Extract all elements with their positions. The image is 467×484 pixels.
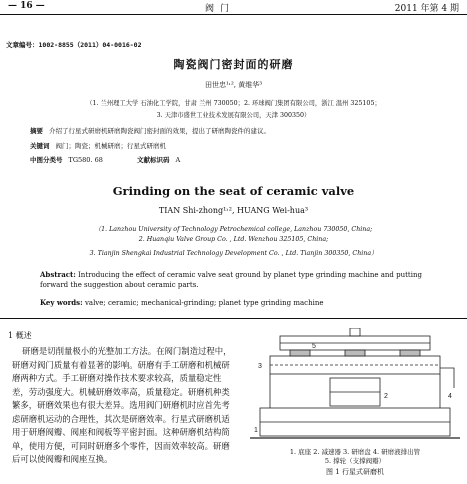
section-rule bbox=[0, 318, 467, 319]
english-authors: TIAN Shi-zhong¹˒², HUANG Wei-hua³ bbox=[158, 206, 309, 215]
classification bbox=[30, 155, 180, 164]
figure-caption: 图 1 行星式研磨机 bbox=[326, 468, 384, 476]
english-keywords bbox=[40, 298, 440, 307]
keywords-text: 阀门；陶瓷；机械研磨；行星式研磨机 bbox=[55, 142, 166, 150]
chinese-authors: 田世忠¹˒², 黄维华³ bbox=[204, 81, 263, 89]
english-affiliation-line: 3. Tianjin Shengkai Industrial Technology Development Co. , Ltd. Tianjin 300350, China） bbox=[89, 250, 378, 257]
svg-text:4: 4 bbox=[448, 393, 452, 400]
abstract-text: 介绍了行星式研磨机研磨陶瓷阀门密封面的效果，提出了研磨陶瓷件的建议。 bbox=[49, 127, 270, 135]
legend-line: 1. 底座 2. 减速器 3. 研磨盘 4. 研磨液排出管 bbox=[289, 448, 421, 456]
doc-code-value: A bbox=[175, 156, 181, 164]
keywords-text: valve; ceramic; mechanical-grinding; planet type grinding machine bbox=[84, 299, 324, 307]
abstract-label: 摘要 bbox=[30, 127, 43, 135]
chinese-abstract bbox=[30, 126, 270, 135]
abstract-label: Abstract: bbox=[40, 270, 76, 279]
running-header bbox=[0, 0, 467, 14]
chinese-keywords bbox=[30, 141, 166, 150]
grinding-machine-figure bbox=[250, 328, 460, 448]
keywords-label: 关键词 bbox=[30, 142, 50, 150]
class-label: 中图分类号 bbox=[30, 156, 63, 164]
chinese-affiliation-line: 3. 天津市盛世工业技术发展有限公司，天津 300350） bbox=[156, 112, 311, 119]
body-paragraph: 研磨是切削量极小的光整加工方法。在阀门制造过程中，研磨对阀门质量有着显著的影响。研磨有手工研磨和机械研磨两种方式。手工研磨对操作技术要求较高，质量稳定性差，劳动强度大。机械研磨效率高，质量稳定。研磨机种类繁多，研磨效果也有很大差异。选用阀门研磨机时应首先考虑研磨机运动的合理性，其次是研磨效率。行星式研磨机适用于研磨阀瓣、阀座和阀板等平密封面。这种研磨机结构简单，使用方便，可同时研磨多个零件，因而效率较高。研磨后可以使阀瓣和阀座互换。 bbox=[12, 346, 232, 464]
english-affiliation-line: 2. Huanqiu Valve Group Co. , Ltd. Wenzhou 325105, China; bbox=[138, 236, 329, 243]
header-rule bbox=[0, 14, 467, 15]
page-number: — 16 — bbox=[8, 1, 45, 11]
abstract-text: Introducing the effect of ceramic valve seat ground by planet type grinding machine and putting forward the suggestion about ceramic parts. bbox=[40, 271, 422, 289]
svg-text:1: 1 bbox=[254, 427, 258, 434]
issue-label: 2011 年第 4 期 bbox=[394, 4, 459, 14]
legend-line: 5. 撑轮（支撑阀瓣） bbox=[324, 457, 386, 465]
class-value: TG580. 68 bbox=[68, 156, 103, 164]
figure-legend bbox=[250, 448, 460, 466]
svg-text:5: 5 bbox=[312, 343, 316, 350]
chinese-affiliation-line: （1. 兰州理工大学 石油化工学院，甘肃 兰州 730050；2. 环球阀门集团有限公司，浙江 温州 325105； bbox=[86, 100, 381, 107]
keywords-label: Key words: bbox=[40, 298, 83, 307]
section-heading: 1 概述 bbox=[8, 331, 32, 340]
svg-text:3: 3 bbox=[258, 363, 262, 370]
chinese-title: 陶瓷阀门密封面的研磨 bbox=[173, 58, 294, 71]
english-affiliation-line: （1. Lanzhou University of Technology Petrochemical college, Lanzhou 730050, China; bbox=[94, 226, 373, 233]
english-title: Grinding on the seat of ceramic valve bbox=[112, 184, 355, 198]
doc-code-label: 文献标识码 bbox=[137, 156, 170, 164]
journal-name: 阀门 bbox=[205, 4, 236, 14]
article-number: 文章编号：1002-8855（2011）04-0016-02 bbox=[6, 41, 142, 49]
svg-text:2: 2 bbox=[384, 393, 388, 400]
english-abstract bbox=[40, 270, 440, 290]
